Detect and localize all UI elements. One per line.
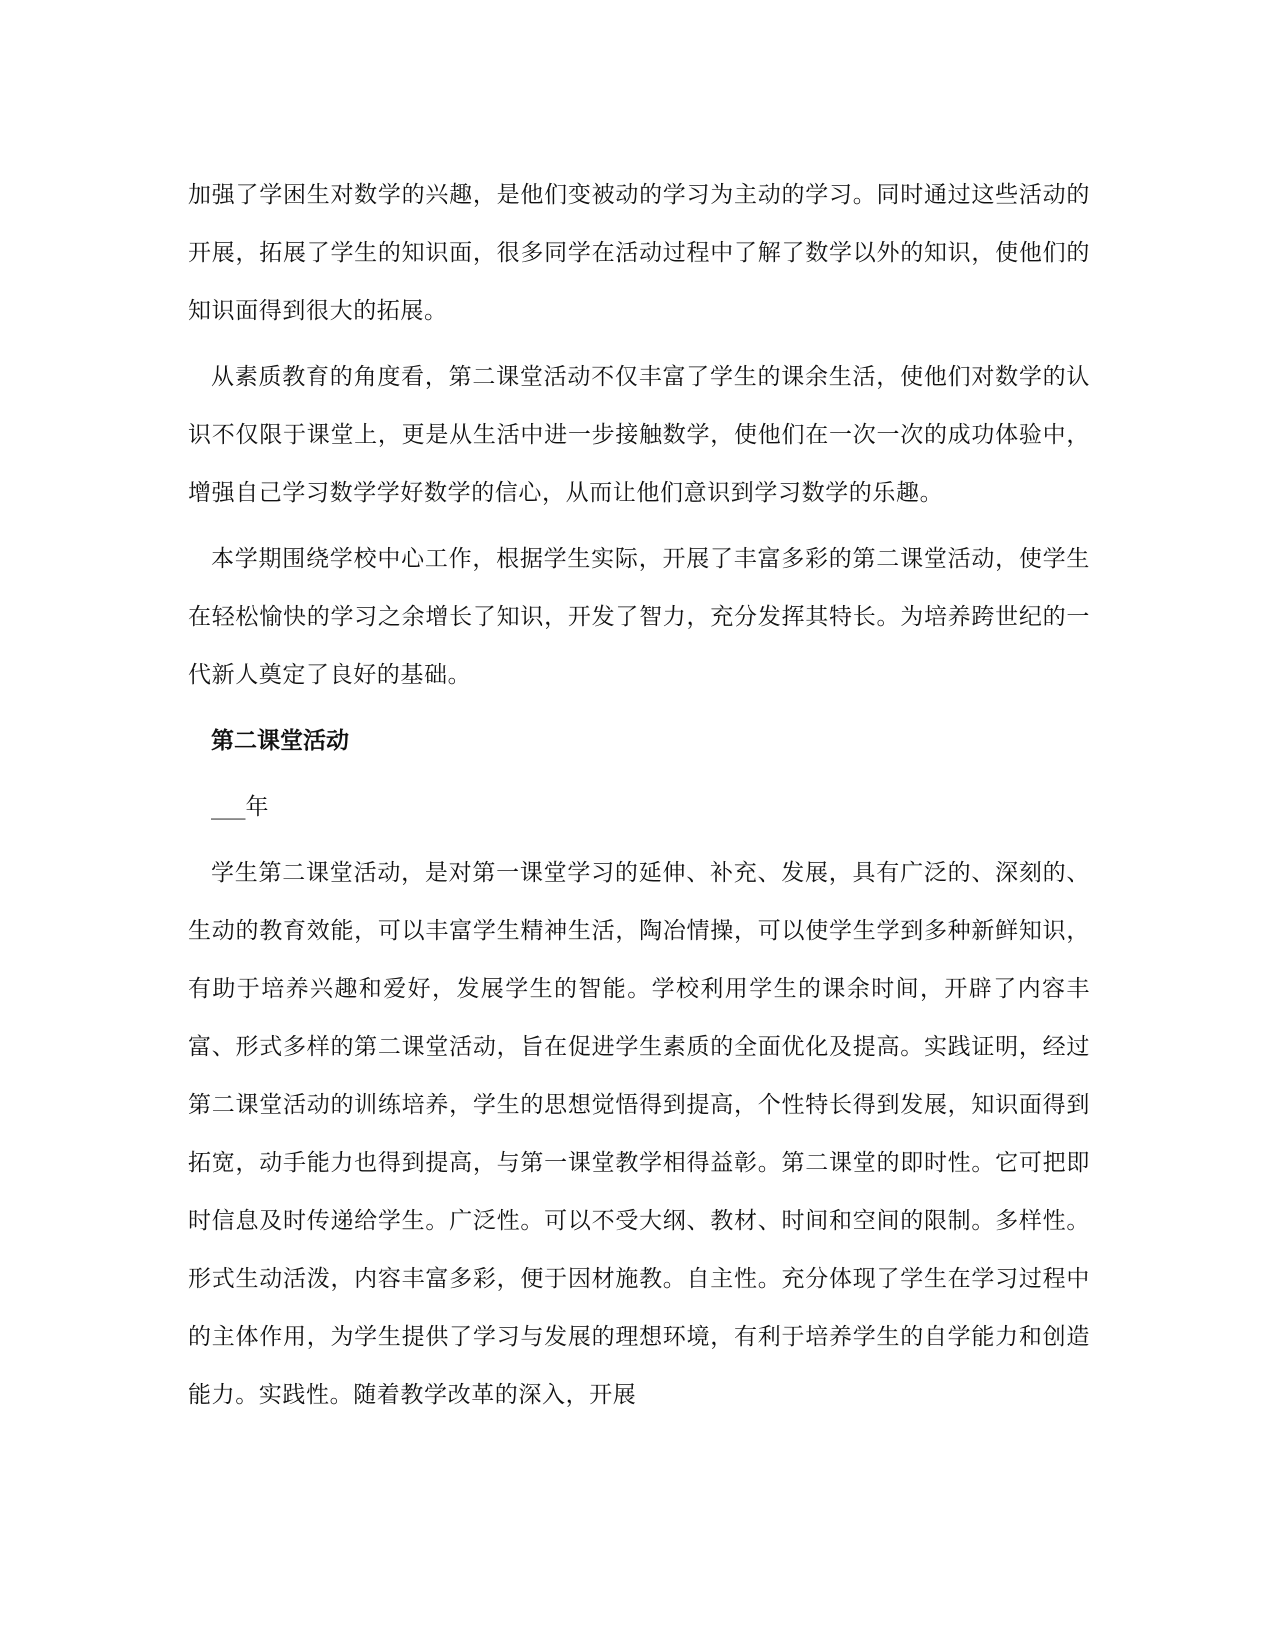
paragraph-quality-education: 从素质教育的角度看，第二课堂活动不仅丰富了学生的课余生活，使他们对数学的认识不仅限于课堂上，更是从生活中进一步接触数学，使他们在一次一次的成功体验中，增强自己学习数学学好数学的信心，从而让他们意识到学习数学的乐趣。 [188, 364, 1090, 506]
year-line: ___年 [211, 794, 269, 820]
paragraph-second-classroom: 学生第二课堂活动，是对第一课堂学习的延伸、补充、发展，具有广泛的、深刻的、生动的教育效能，可以丰富学生精神生活，陶冶情操，可以使学生学到多种新鲜知识，有助于培养兴趣和爱好，发展学生的智能。学校利用学生的课余时间，开辟了内容丰富、形式多样的第二课堂活动，旨在促进学生素质的全面优化及提高。实践证明，经过第二课堂活动的训练培养，学生的思想觉悟得到提高，个性特长得到发展，知识面得到拓宽，动手能力也得到提高，与第一课堂教学相得益彰。第二课堂的即时性。它可把即时信息及时传递给学生。广泛性。可以不受大纲、教材、时间和空间的限制。多样性。形式生动活泼，内容丰富多彩，便于因材施教。自主性。充分体现了学生在学习过程中的主体作用，为学生提供了学习与发展的理想环境，有利于培养学生的自学能力和创造能力。实践性。随着教学改革的深入，开展 [188, 860, 1090, 1408]
paragraph-continued: 加强了学困生对数学的兴趣，是他们变被动的学习为主动的学习。同时通过这些活动的开展，拓展了学生的知识面，很多同学在活动过程中了解了数学以外的知识，使他们的知识面得到很大的拓展。 [188, 182, 1090, 324]
document-body [188, 166, 1090, 1432]
paragraph-semester-summary: 本学期围绕学校中心工作，根据学生实际，开展了丰富多彩的第二课堂活动，使学生在轻松愉快的学习之余增长了知识，开发了智力，充分发挥其特长。为培养跨世纪的一代新人奠定了良好的基础。 [188, 546, 1090, 688]
section-title: 第二课堂活动 [211, 728, 349, 754]
